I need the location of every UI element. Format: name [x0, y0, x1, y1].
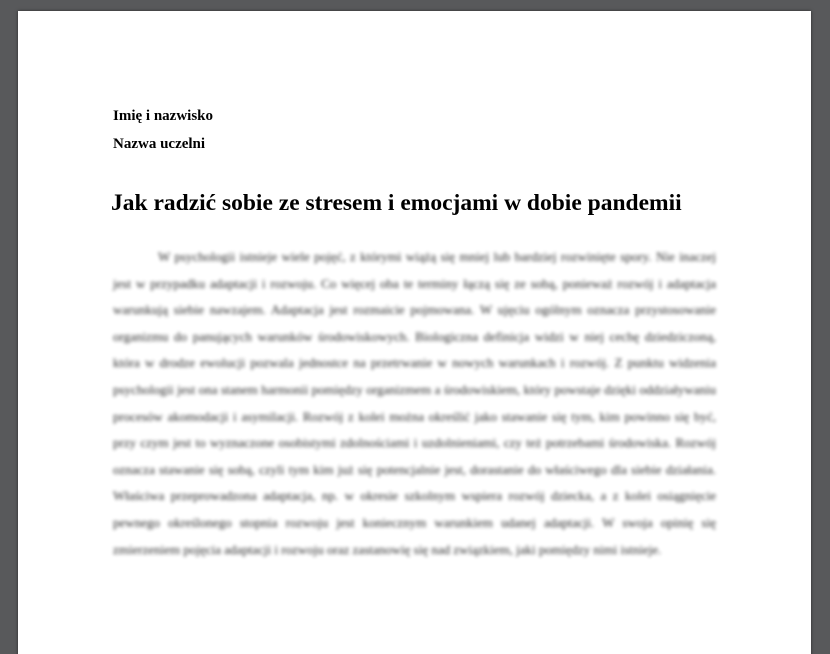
document-page [18, 11, 811, 654]
body-paragraph: W psychologii istnieje wiele pojęć, z którymi wiążą się mniej lub bardziej rozwinięte spory. Nie inaczej jest w przypadku adaptacji i rozwoju. Co więcej oba te terminy łączą się ze sobą, ponieważ rozwój i adaptacja warunkują siebie nawzajem. Adaptacja jest rozmaicie pojmowana. W ujęciu ogólnym oznacza przystosowanie organizmu do panujących warunków środowiskowych. Biologiczna definicja widzi w niej cechę dziedziczoną, która w drodze ewolucji pozwala jednostce na przetrwanie w nowych warunkach i rozwój. Z punktu widzenia psychologii jest ona stanem harmonii pomiędzy organizmem a środowiskiem, który powstaje dzięki oddziaływaniu procesów akomodacji i asymilacji. Rozwój z kolei można określić jako stawanie się tym, kim powinno się być, przy czym jest to wyznaczone osobistymi zdolnościami i uzdolnieniami, czy też potrzebami środowiska. Rozwój oznacza stawanie się sobą, czyli tym kim już się potencjalnie jest, dorastanie do właściwego dla siebie działania. Właściwa przeprowadzona adaptacja, np. w okresie szkolnym wspiera rozwój dziecka, a z kolei osiągnięcie pewnego określonego stopnia rozwoju jest koniecznym warunkiem udanej adaptacji. W swoja opinię się zmierzeniem pojęcia adaptacji i rozwoju oraz zastanowię się nad związkiem, jaki pomiędzy nimi istnieje. [113, 249, 716, 557]
author-name: Imię i nazwisko [113, 108, 214, 124]
university-name: Nazwa uczelni [113, 136, 206, 152]
essay-title: Jak radzić sobie ze stresem i emocjami w dobie pandemii [111, 190, 682, 216]
